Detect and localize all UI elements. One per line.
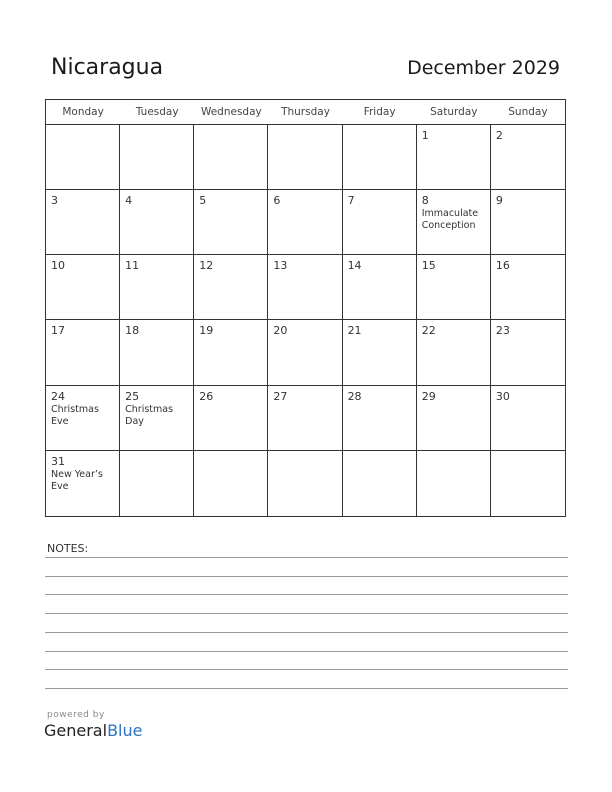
day-number: 25 xyxy=(125,389,140,403)
month-year-title: December 2029 xyxy=(407,57,560,79)
day-cell xyxy=(268,125,342,190)
day-cell xyxy=(120,255,194,320)
day-cell xyxy=(491,451,565,516)
holiday-label: Immaculate Conception xyxy=(421,208,479,232)
calendar-weeks xyxy=(46,125,565,516)
day-cell xyxy=(343,125,417,190)
day-cell xyxy=(46,255,120,320)
day-cell xyxy=(194,190,268,255)
note-line xyxy=(45,594,568,595)
day-number: 22 xyxy=(421,324,436,338)
day-number: 16 xyxy=(495,259,510,273)
day-cell xyxy=(491,255,565,320)
day-cell xyxy=(46,320,120,385)
day-cell xyxy=(491,320,565,385)
day-cell xyxy=(194,320,268,385)
day-cell xyxy=(194,451,268,516)
day-cell xyxy=(120,320,194,385)
note-line xyxy=(45,669,568,670)
holiday-label: Christmas Day xyxy=(125,403,174,427)
note-line xyxy=(45,613,568,614)
day-number: 10 xyxy=(51,259,65,273)
day-number: 9 xyxy=(495,194,503,208)
day-number: 26 xyxy=(199,389,214,403)
holiday-label: New Year’s Eve xyxy=(51,468,103,492)
generalblue-logo xyxy=(44,721,142,740)
day-cell xyxy=(417,190,491,255)
day-cell xyxy=(268,451,342,516)
brand-blue: Blue xyxy=(107,721,143,740)
day-number: 20 xyxy=(273,324,288,338)
day-cell xyxy=(46,386,120,451)
day-number: 6 xyxy=(273,194,281,208)
day-cell xyxy=(343,451,417,516)
day-cell xyxy=(491,386,565,451)
day-cell xyxy=(194,255,268,320)
weekday-header: Wednesday xyxy=(200,106,262,118)
day-cell xyxy=(268,320,342,385)
day-number: 31 xyxy=(51,454,65,468)
calendar-grid xyxy=(45,99,566,517)
holiday-label: Christmas Eve xyxy=(51,403,99,427)
day-cell xyxy=(417,451,491,516)
weekday-header: Monday xyxy=(62,106,104,118)
day-cell xyxy=(417,386,491,451)
day-number: 11 xyxy=(125,259,140,273)
weekday-header: Sunday xyxy=(508,106,548,118)
weekday-header-row xyxy=(46,100,565,125)
weekday-header: Tuesday xyxy=(135,106,179,118)
weekday-header: Saturday xyxy=(430,106,478,118)
day-number: 13 xyxy=(273,259,288,273)
day-number: 3 xyxy=(51,194,58,208)
day-cell xyxy=(120,190,194,255)
day-number: 14 xyxy=(347,259,362,273)
day-number: 28 xyxy=(347,389,362,403)
notes-label: NOTES: xyxy=(47,542,89,555)
day-cell xyxy=(417,255,491,320)
day-cell xyxy=(343,320,417,385)
day-number: 18 xyxy=(125,324,140,338)
day-cell xyxy=(343,255,417,320)
day-cell xyxy=(194,125,268,190)
day-cell xyxy=(491,125,565,190)
day-cell xyxy=(46,125,120,190)
note-line xyxy=(45,632,568,633)
weekday-header: Friday xyxy=(363,106,396,118)
day-number: 7 xyxy=(347,194,355,208)
note-line xyxy=(45,651,568,652)
day-number: 24 xyxy=(51,389,65,403)
day-cell xyxy=(417,320,491,385)
note-line xyxy=(45,576,568,577)
day-cell xyxy=(417,125,491,190)
day-number: 30 xyxy=(495,389,510,403)
day-number: 23 xyxy=(495,324,510,338)
day-number: 12 xyxy=(199,259,214,273)
day-number: 4 xyxy=(125,194,133,208)
country-title: Nicaragua xyxy=(51,55,164,80)
day-cell xyxy=(120,451,194,516)
day-number: 19 xyxy=(199,324,214,338)
day-cell xyxy=(268,386,342,451)
day-number: 21 xyxy=(347,324,362,338)
day-number: 15 xyxy=(421,259,436,273)
day-cell xyxy=(120,125,194,190)
day-cell xyxy=(46,190,120,255)
day-cell xyxy=(268,190,342,255)
day-cell xyxy=(491,190,565,255)
day-cell xyxy=(343,190,417,255)
day-cell xyxy=(46,451,120,516)
day-cell xyxy=(343,386,417,451)
brand-general: General xyxy=(44,721,108,740)
powered-by-text: powered by xyxy=(47,710,105,720)
weekday-header: Thursday xyxy=(281,106,330,118)
note-line xyxy=(45,688,568,689)
day-cell xyxy=(268,255,342,320)
day-number: 27 xyxy=(273,389,288,403)
day-number: 17 xyxy=(51,324,65,338)
day-cell xyxy=(120,386,194,451)
day-number: 1 xyxy=(421,129,429,142)
day-number: 8 xyxy=(421,194,429,208)
day-number: 5 xyxy=(199,194,207,208)
day-number: 29 xyxy=(421,389,436,403)
note-line xyxy=(45,557,568,558)
day-number: 2 xyxy=(495,129,503,142)
day-cell xyxy=(194,386,268,451)
